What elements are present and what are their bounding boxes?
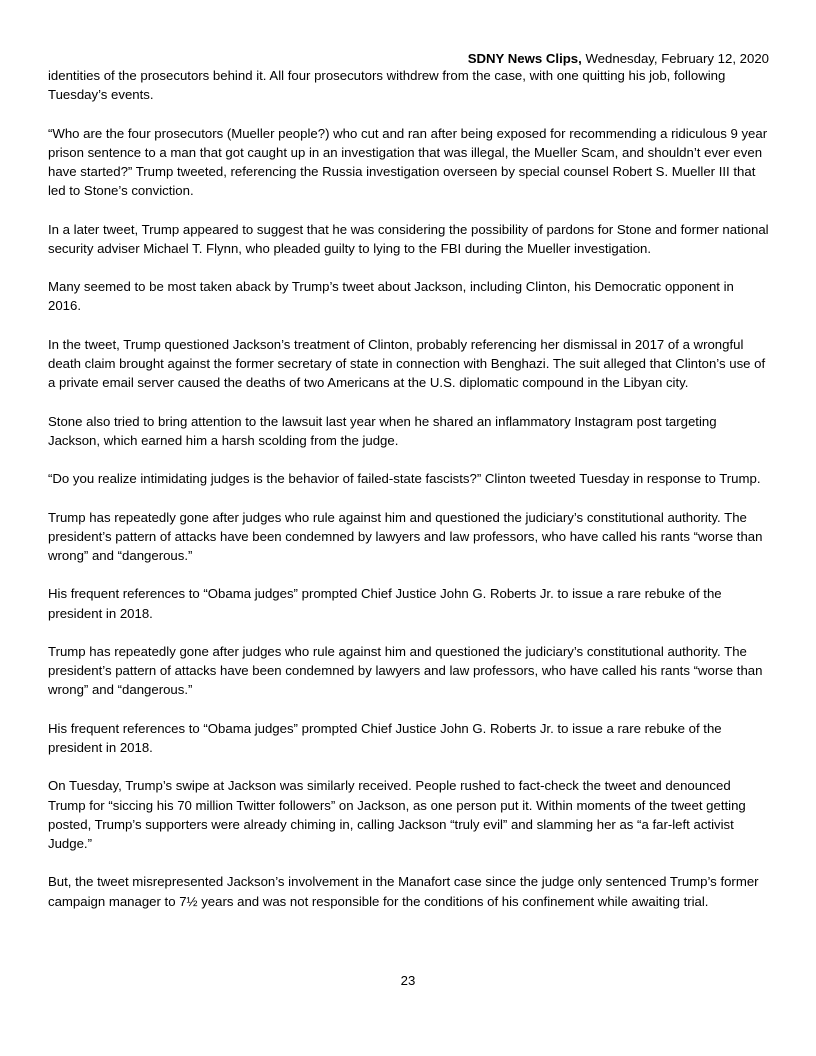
paragraph: In the tweet, Trump questioned Jackson’s treatment of Clinton, probably referencing her dismissal in 2017 of a wrongful death claim brought against the former secretary of state in connection with Benghazi. The suit alleged that Clinton’s use of a private email server caused the deaths of two Americans at the U.S. diplomatic compound in the Libyan city. — [48, 336, 766, 391]
page-number: 23 — [400, 973, 416, 988]
paragraph: In a later tweet, Trump appeared to suggest that he was considering the possibility of pardons for Stone and former national security adviser Michael T. Flynn, who pleaded guilty to lying to the FBI during the Mueller investigation. — [48, 221, 769, 256]
article-body — [48, 66, 770, 930]
paragraph: His frequent references to “Obama judges” prompted Chief Justice John G. Roberts Jr. to issue a rare rebuke of the president in 2018. — [48, 586, 722, 621]
paragraph: Stone also tried to bring attention to the lawsuit last year when he shared an inflammatory Instagram post targeting Jackson, which earned him a harsh scolding from the judge. — [48, 413, 717, 448]
paragraph: identities of the prosecutors behind it. All four prosecutors withdrew from the case, with one quitting his job, following Tuesday’s events. — [48, 68, 726, 103]
paragraph: “Who are the four prosecutors (Mueller people?) who cut and ran after being exposed for recommending a ridiculous 9 year prison sentence to a man that got caught up in an investigation that was illegal, the Mueller Scam, and shouldn’t ever even have started?” Trump tweeted, referencing the Russia investigation overseen by special counsel Robert S. Mueller III that led to Stone’s conviction. — [48, 125, 768, 199]
paragraph: His frequent references to “Obama judges” prompted Chief Justice John G. Roberts Jr. to issue a rare rebuke of the president in 2018. — [48, 720, 722, 755]
paragraph: Trump has repeatedly gone after judges who rule against him and questioned the judiciary’s constitutional authority. The president’s pattern of attacks have been condemned by lawyers and law professors, who have called his rants “worse than wrong” and “dangerous.” — [48, 643, 763, 698]
publication-name: SDNY News Clips, — [467, 51, 582, 66]
paragraph: Trump has repeatedly gone after judges who rule against him and questioned the judiciary’s constitutional authority. The president’s pattern of attacks have been condemned by lawyers and law professors, who have called his rants “worse than wrong” and “dangerous.” — [48, 509, 763, 563]
paragraph: “Do you realize intimidating judges is the behavior of failed-state fascists?” Clinton tweeted Tuesday in response to Trump. — [48, 471, 761, 487]
paragraph: On Tuesday, Trump’s swipe at Jackson was similarly received. People rushed to fact-check the tweet and denounced Trump for “siccing his 70 million Twitter followers” on Jackson, as one person put it. Within moments of the tweet getting posted, Trump’s supporters were already chiming in, calling Jackson “truly evil” and slamming her as “a far-left activist Judge.” — [48, 778, 746, 851]
paragraph: But, the tweet misrepresented Jackson’s involvement in the Manafort case since the judge only sentenced Trump’s former campaign manager to 7½ years and was not responsible for the conditions of his confinement while awaiting trial. — [48, 874, 759, 909]
paragraph: Many seemed to be most taken aback by Trump’s tweet about Jackson, including Clinton, his Democratic opponent in 2016. — [48, 279, 734, 314]
header-date: Wednesday, February 12, 2020 — [581, 51, 769, 66]
